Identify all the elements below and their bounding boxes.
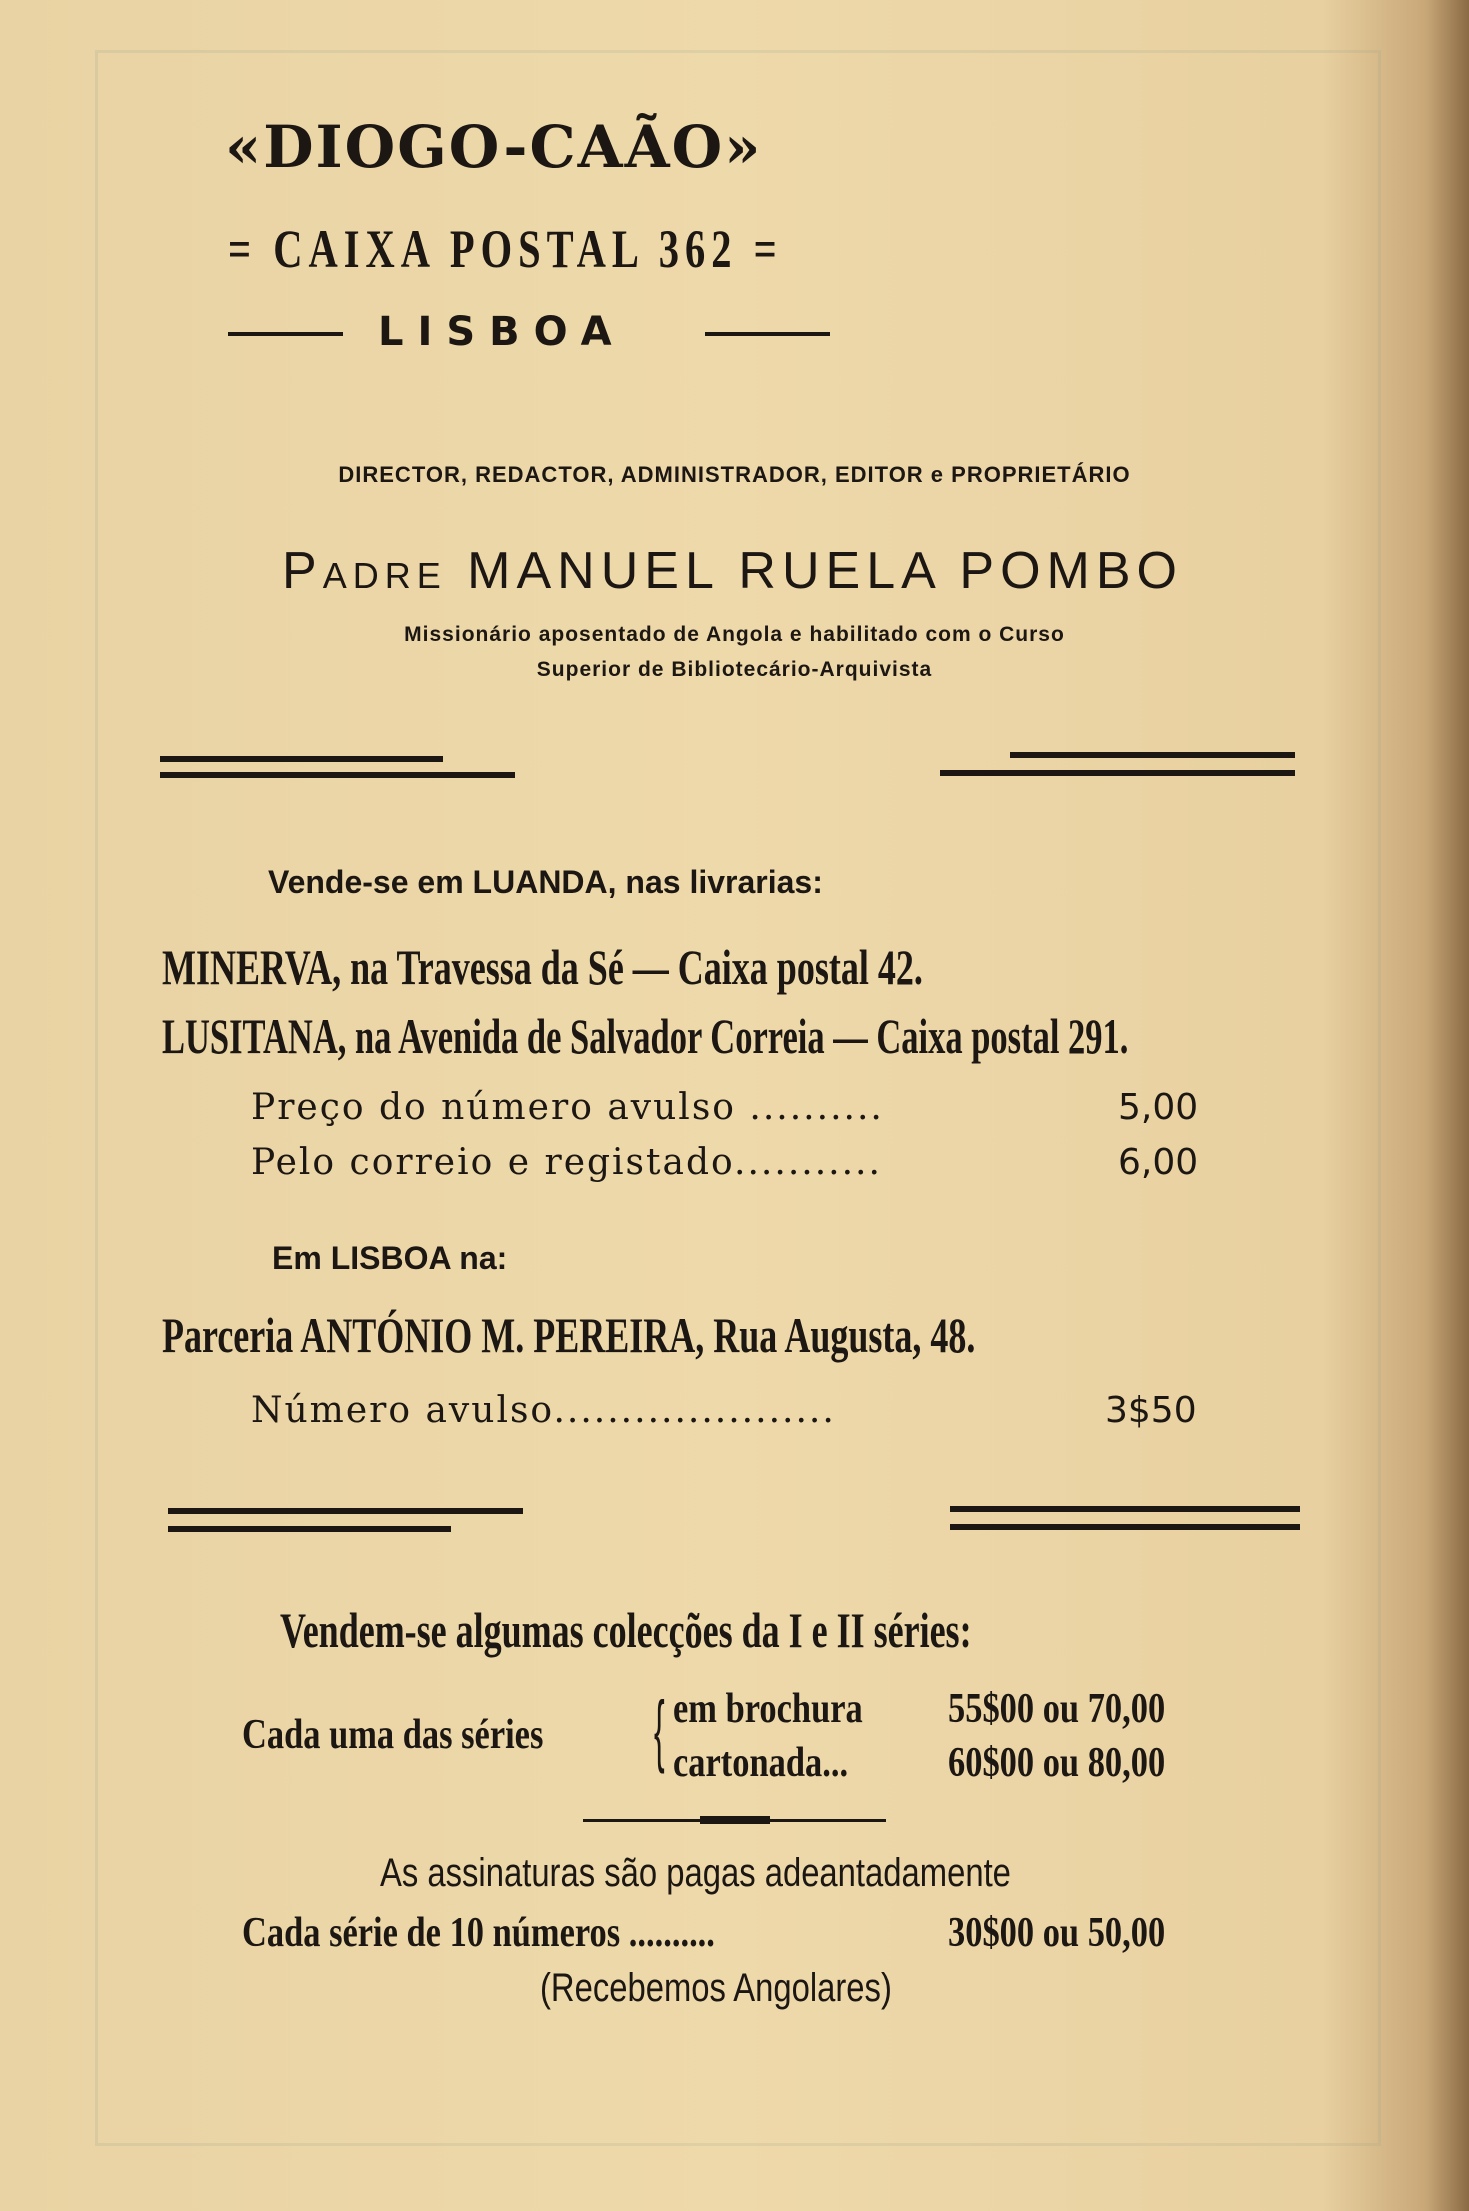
divider xyxy=(700,1816,770,1824)
divider xyxy=(168,1508,523,1514)
option-cartonada-price: 60$00 ou 80,00 xyxy=(948,1740,1166,1786)
subscriptions-note: As assinaturas são pagas adeantadamente xyxy=(380,1851,1011,1895)
price-value: 3$50 xyxy=(1105,1390,1197,1431)
divider xyxy=(950,1524,1300,1530)
director-bio: Superior de Bibliotecário-Arquivista xyxy=(536,658,933,681)
price-label: Número avulso..................... xyxy=(251,1390,836,1431)
option-cartonada: cartonada... xyxy=(673,1740,849,1786)
masthead-city: LISBOA xyxy=(378,309,626,355)
option-brochura: em brochura xyxy=(673,1686,863,1732)
collections-heading: Vendem-se algumas colecções da I e II séries: xyxy=(280,1602,972,1658)
subscription-label: Cada série de 10 números .......... xyxy=(242,1910,715,1956)
option-brochura-price: 55$00 ou 70,00 xyxy=(948,1686,1166,1732)
lisboa-heading: Em LISBOA na: xyxy=(272,1240,508,1276)
subscription-price: 30$00 ou 50,00 xyxy=(948,1910,1166,1956)
price-value: 5,00 xyxy=(1118,1087,1199,1128)
divider xyxy=(160,756,443,762)
store-lusitana: LUSITANA, na Avenida de Salvador Correia — Caixa postal 291. xyxy=(162,1008,1129,1064)
divider xyxy=(940,770,1295,776)
currency-note: (Recebemos Angolares) xyxy=(540,1966,892,2010)
divider xyxy=(228,332,343,336)
brace: { xyxy=(654,1685,665,1774)
divider xyxy=(1010,752,1295,758)
store-parceria: Parceria ANTÓNIO M. PEREIRA, Rua Augusta, 48. xyxy=(162,1307,976,1363)
divider xyxy=(705,332,830,336)
divider xyxy=(160,772,515,778)
price-label: Pelo correio e registado........... xyxy=(251,1142,882,1183)
masthead-title: «DIOGO-CAÃO» xyxy=(225,113,763,181)
director-bio: Missionário aposentado de Angola e habilitado com o Curso xyxy=(404,623,1065,646)
divider xyxy=(168,1526,451,1532)
divider xyxy=(950,1506,1300,1512)
luanda-heading: Vende-se em LUANDA, nas livrarias: xyxy=(268,864,823,900)
store-minerva: MINERVA, na Travessa da Sé — Caixa postal 42. xyxy=(162,939,923,995)
price-label: Preço do número avulso .......... xyxy=(251,1087,884,1128)
collections-label: Cada uma das séries xyxy=(242,1712,544,1758)
staff-roles: DIRECTOR, REDACTOR, ADMINISTRADOR, EDITOR e PROPRIETÁRIO xyxy=(338,462,1131,487)
director-name: Padre MANUEL RUELA POMBO xyxy=(282,542,1183,600)
price-value: 6,00 xyxy=(1118,1142,1199,1183)
masthead-address: = CAIXA POSTAL 362 = xyxy=(228,219,783,279)
